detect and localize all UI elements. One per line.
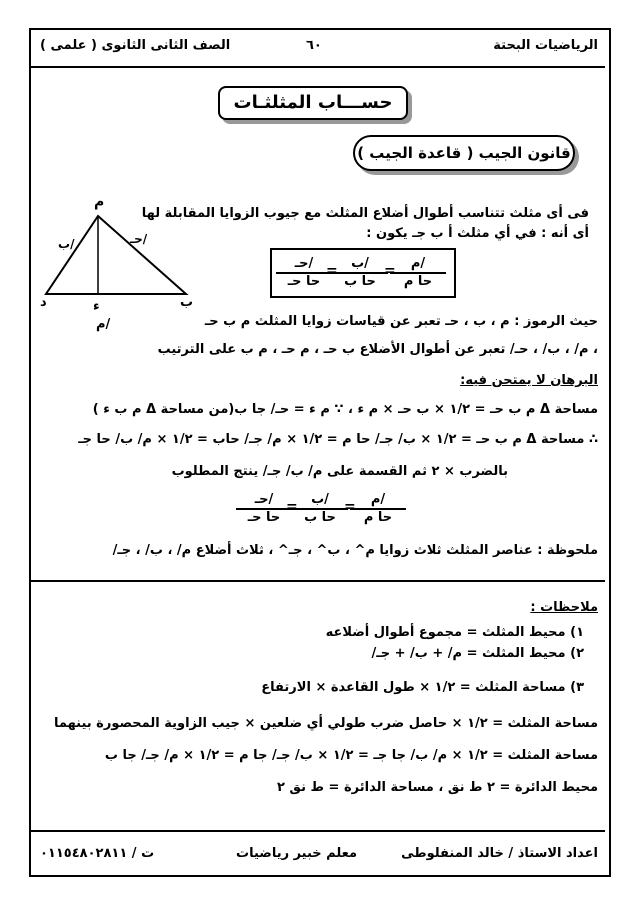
fraction-b-numerator: ب/ [332,256,388,274]
vertex-left-label: د [40,295,47,310]
fraction-a [390,256,446,290]
result-fraction-c [236,492,292,526]
remark-5: مساحة المثلث = ١/٢ × ﻡ/ ب/ جا جـ = ١/٢ × ب/ جـ/ جا ﻡ = ١/٢ × ﻡ/ جـ/ جا ب [104,748,598,763]
remark-1: ١) محيط المثلث = مجموع أطوال أضلاعه [325,625,584,640]
section-title: قانون الجيب ( قاعدة الجيب ) [353,135,575,171]
vertex-top-label: ﻡ [94,194,105,210]
vertex-right-label: ب [180,295,194,310]
result-fraction-a-denominator: حا ﻡ [363,510,393,525]
proof-line-3: بالضرب × ٢ ثم القسمة على ﻡ/ ب/ جـ/ ينتج المطلوب [171,464,508,479]
result-fraction-a [350,492,406,526]
remark-4: مساحة المثلث = ١/٢ × حاصل ضرب طولي أي ضلعين × جيب الزاوية المحصورة بينهما [53,716,598,731]
proof-line-2: ∴ مساحة Δ ﻡ ب حـ = ١/٢ × ب/ جـ/ حا ﻡ = ١/٢ × ﻡ/ جـ/ حاب = ١/٢ × ﻡ/ ب/ حا جـ [78,432,598,447]
result-fraction-c-numerator: حـ/ [236,492,292,510]
sine-law-formula [270,248,456,298]
side-left-label: ب/ [58,237,75,251]
remark-3: ٣) مساحة المثلث = ١/٢ × طول القاعدة × الارتفاع [261,680,584,695]
triangle-diagram [38,188,208,338]
fraction-c-denominator: حا حـ [287,274,321,289]
header-grade: الصف الثانى الثانوى ( علمى ) [40,38,231,53]
result-equals-2: = [286,499,298,515]
footer-role: معلم خبير رياضيات [236,846,358,861]
header-subject: الرياضيات البحتة [493,38,598,53]
fraction-c-numerator: حـ/ [276,256,332,274]
remarks-title: ملاحظات : [530,600,598,615]
page-number: ٦٠ [306,38,322,53]
footer-divider [31,830,605,832]
footer-phone: ت / ٠١١٥٤٨٠٢٨١١ [40,846,155,861]
fraction-b [332,256,388,290]
foot-label: ﺀ [93,299,100,314]
intro-line-2: أى أنه : في أي مثلث أ ب جـ يكون : [366,226,589,241]
proof-title: البرهان لا يمتحن فيه: [460,373,598,388]
footer-author: اعداد الاستاذ / خالد المنفلوطى [401,846,598,861]
fraction-a-numerator: ﻡ/ [390,256,446,274]
page-title: حســـاب المثلثـات [218,86,408,120]
result-equals-1: = [344,499,356,515]
fraction-b-denominator: حا ب [344,274,376,289]
section-divider [31,580,605,582]
header-divider [31,66,605,68]
symbols-line-2: ، ﻡ/ ، ب/ ، حـ/ تعبر عن أطوال الأضلاع ب حـ ، ﻡ حـ ، ﻡ ب على الترتيب [157,342,598,357]
remark-2: ٢) محيط المثلث = ﻡ/ + ب/ + جـ/ [371,646,584,661]
fraction-a-denominator: حا ﻡ [403,274,433,289]
equals-sign-2: = [326,263,338,279]
equals-sign-1: = [384,263,396,279]
result-fraction-b [292,492,348,526]
intro-line-1: فى أى مثلث تتناسب أطوال أضلاع المثلث مع جيوب الزوايا المقابلة لها [141,206,589,221]
note-line: ملحوظة : عناصر المثلث ثلاث زوايا ﻡ^ ، ب^ ، جـ^ ، ثلاث أضلاع ﻡ/ ، ب/ ، جـ/ [112,543,598,558]
proof-line-1: مساحة Δ ﻡ ب حـ = ١/٢ × ب حـ × ﻡ ﺀ ، ∵ ﻡ ﺀ = حـ/ جا ب(من مساحة Δ ﻡ ب ﺀ ) [92,402,598,417]
result-fraction-b-denominator: حا ب [304,510,336,525]
symbols-line-1: حيث الرموز : ﻡ ، ب ، حـ تعبر عن قياسات زوايا المثلث ﻡ ب حـ [204,314,598,329]
sine-law-result [232,488,414,534]
remark-6: محيط الدائرة = ٢ ط نق ، مساحة الدائرة = ط نق ٢ [276,780,598,795]
result-fraction-a-numerator: ﻡ/ [350,492,406,510]
side-right-label: حـ/ [130,232,148,246]
fraction-c [276,256,332,290]
side-bottom-label: ﻡ/ [96,317,111,332]
result-fraction-c-denominator: حا حـ [247,510,281,525]
result-fraction-b-numerator: ب/ [292,492,348,510]
